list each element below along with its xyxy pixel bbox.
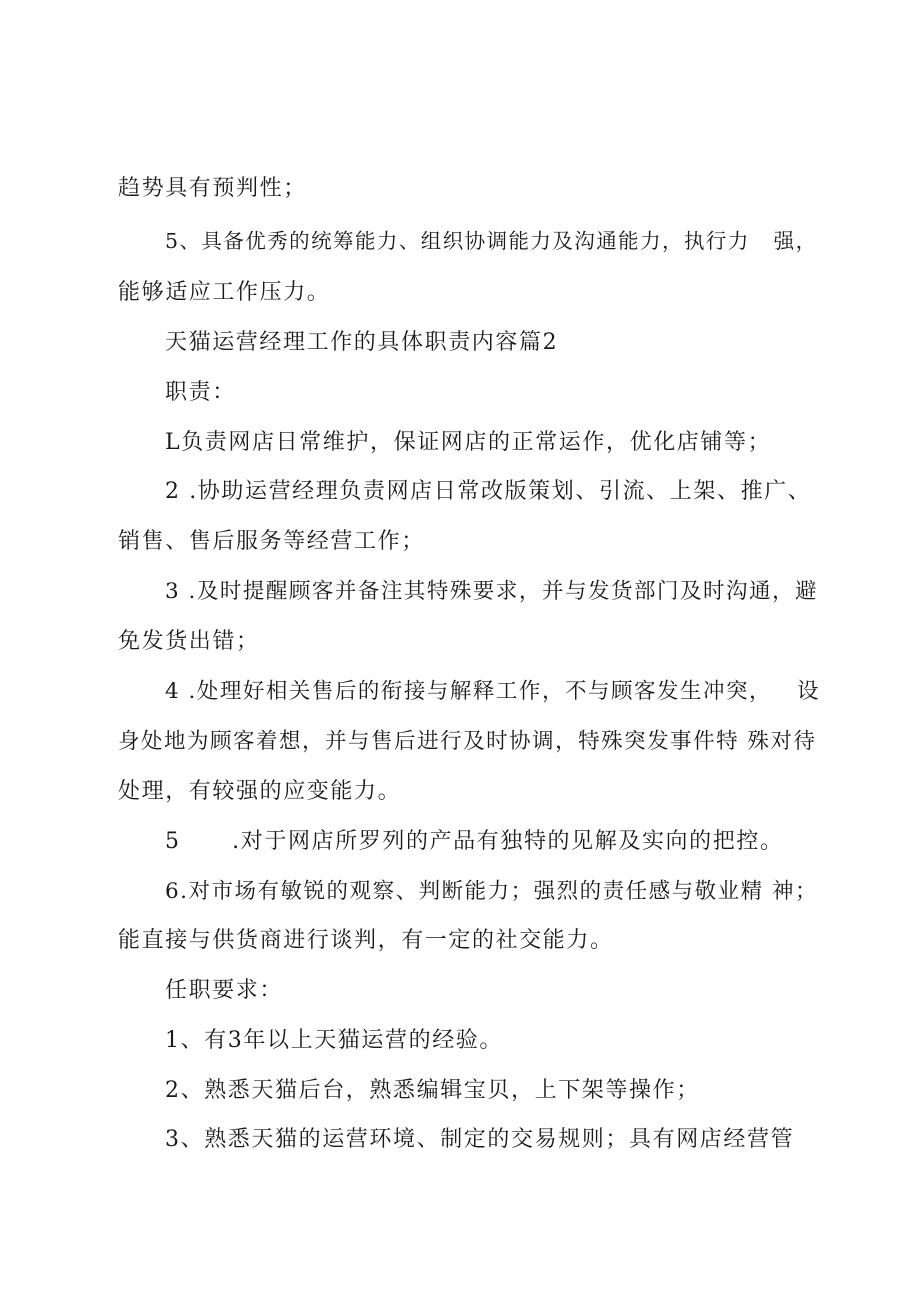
text-line: 能直接与供货商进行谈判，有一定的社交能力。 [118,928,614,953]
text-line: 5、具备优秀的统筹能力、组织协调能力及沟通能力，执行力 强， [165,229,818,253]
text-line: 销售、售后服务等经营工作； [118,529,425,554]
text-line: 免发货出错； [118,629,260,654]
text-line: 2、熟悉天猫后台，熟悉编辑宝贝，上下架等操作； [165,1078,700,1103]
text-line: 5 .对于网店所罗列的产品有独特的见解及实向的把控。 [165,829,784,854]
text-line: 身处地为顾客着想，并与售后进行及时协调，特殊突发事件特 殊对待 [118,729,817,754]
text-line: 2 .协助运营经理负责网店日常改版策划、引流、上架、推广、 [165,479,812,504]
text-line: 职责： [165,380,236,405]
text-line: 3、熟悉天猫的运营环境、制定的交易规则；具有网店经营管 [165,1127,795,1152]
text-line: 能够适应工作压力。 [118,280,331,305]
text-line: 3 .及时提醒顾客并备注其特殊要求，并与发货部门及时沟通，避 [165,579,818,604]
text-line: 4 .处理好相关售后的衔接与解释工作，不与顾客发生冲突， 设 [165,679,821,704]
section-heading: 天猫运营经理工作的具体职责内容篇2 [165,330,559,355]
text-line: 趋势具有预判性； [118,176,307,201]
text-line: L负责网店日常维护，保证网店的正常运作，优化店铺等； [165,430,772,455]
text-line: 1、有3年以上天猫运营的经验。 [165,1028,503,1053]
section-heading: 任职要求： [165,978,284,1003]
text-line: 处理，有较强的应变能力。 [118,779,402,804]
text-line: 6.对市场有敏锐的观察、判断能力；强烈的责任感与敬业精 神； [165,879,819,904]
